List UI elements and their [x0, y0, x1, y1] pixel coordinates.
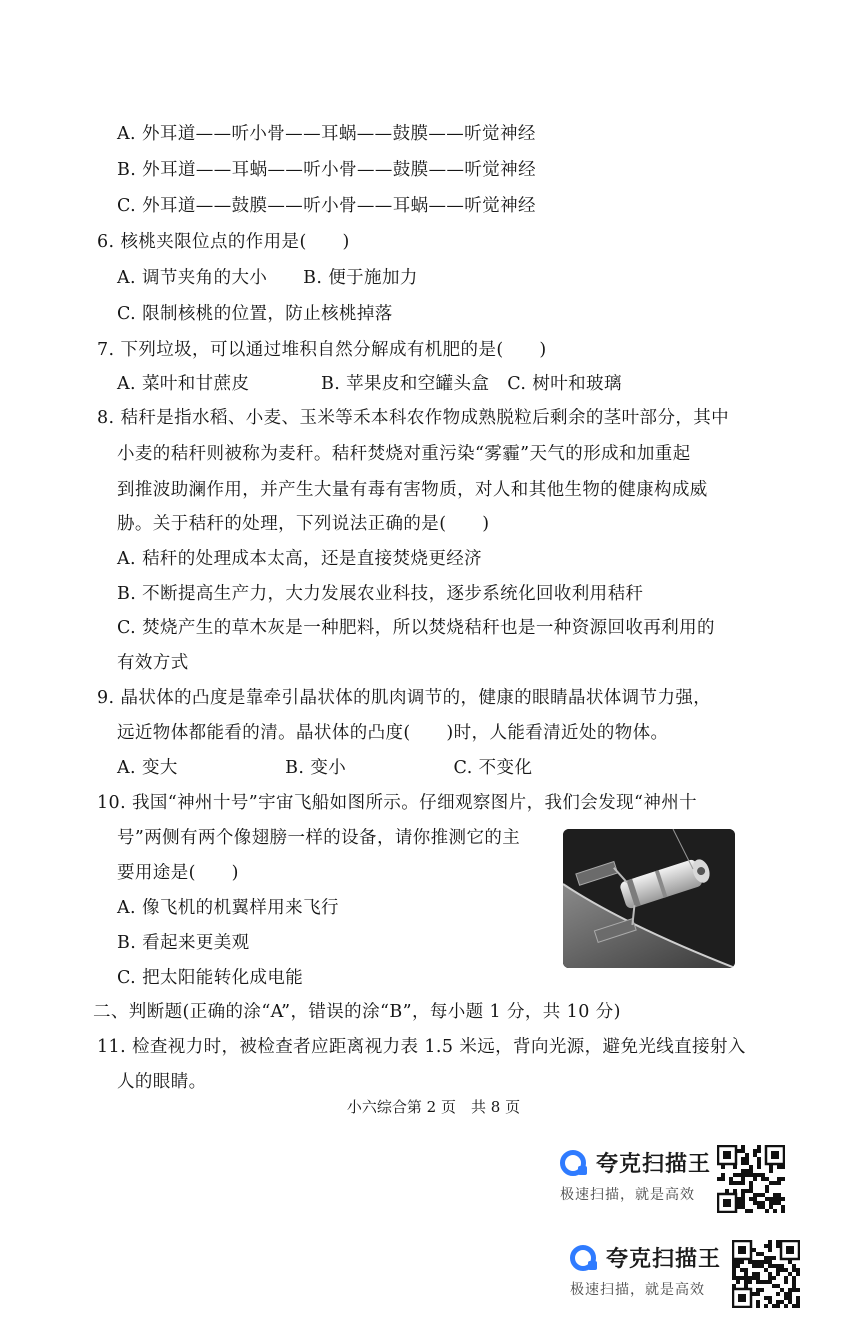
scanner-logo-icon	[560, 1150, 586, 1176]
question-8-line-1: 8. 秸秆是指水稻、小麦、玉米等禾本科农作物成熟脱粒后剩余的茎叶部分，其中	[97, 408, 730, 428]
options-9: A. 变大 B. 变小 C. 不变化	[117, 758, 533, 778]
scanner-tagline: 极速扫描，就是高效	[570, 1282, 705, 1298]
options-6ab: A. 调节夹角的大小 B. 便于施加力	[117, 268, 418, 288]
qr-code-icon	[732, 1240, 800, 1308]
question-10-line-2: 号”两侧有两个像翅膀一样的设备，请你推测它的主	[117, 828, 521, 848]
options-7: A. 菜叶和甘蔗皮 B. 苹果皮和空罐头盒 C. 树叶和玻璃	[117, 374, 622, 394]
page-footer: 小六综合第 2 页 共 8 页	[346, 1098, 521, 1116]
question-7: 7. 下列垃圾，可以通过堆积自然分解成有机肥的是( )	[97, 340, 547, 360]
option-10a: A. 像飞机的机翼样用来飞行	[117, 898, 339, 918]
qr-code-icon	[717, 1145, 785, 1213]
question-10-line-3: 要用途是( )	[117, 863, 239, 883]
option-5c: C. 外耳道——鼓膜——听小骨——耳蜗——听觉神经	[117, 196, 536, 216]
question-8-line-4: 胁。关于秸秆的处理，下列说法正确的是( )	[117, 514, 490, 534]
option-10b: B. 看起来更美观	[117, 933, 250, 953]
option-8c-line-1: C. 焚烧产生的草木灰是一种肥料，所以焚烧秸秆也是一种资源回收再利用的	[117, 618, 715, 638]
option-8b: B. 不断提高生产力，大力发展农业科技，逐步系统化回收利用秸秆	[117, 584, 644, 604]
option-5b: B. 外耳道——耳蜗——听小骨——鼓膜——听觉神经	[117, 160, 536, 180]
scanner-watermark-2	[570, 1242, 721, 1299]
option-10c: C. 把太阳能转化成电能	[117, 968, 304, 988]
question-10-line-1: 10. 我国“神州十号”宇宙飞船如图所示。仔细观察图片，我们会发现“神州十	[97, 793, 698, 813]
scanner-brand: 夸克扫描王	[606, 1247, 722, 1272]
option-5a: A. 外耳道——听小骨——耳蜗——鼓膜——听觉神经	[117, 124, 536, 144]
section-2-heading: 二、判断题(正确的涂“A”，错误的涂“B”，每小题 1 分，共 10 分)	[93, 1002, 621, 1022]
spacecraft-photo	[563, 829, 735, 968]
scanner-brand: 夸克扫描王	[596, 1152, 712, 1177]
question-11-line-2: 人的眼睛。	[117, 1072, 207, 1092]
question-8-line-3: 到推波助澜作用，并产生大量有毒有害物质，对人和其他生物的健康构成威	[117, 480, 708, 500]
option-6c: C. 限制核桃的位置，防止核桃掉落	[117, 304, 393, 324]
option-8a: A. 秸秆的处理成本太高，还是直接焚烧更经济	[117, 549, 483, 569]
question-11-line-1: 11. 检查视力时，被检查者应距离视力表 1.5 米远，背向光源，避免光线直接射入	[97, 1037, 746, 1057]
question-9-line-2: 远近物体都能看的清。晶状体的凸度( )时，人能看清近处的物体。	[117, 723, 669, 743]
option-8c-line-2: 有效方式	[117, 653, 189, 673]
question-8-line-2: 小麦的秸秆则被称为麦秆。秸秆焚烧对重污染“雾霾”天气的形成和加重起	[117, 444, 691, 464]
scanner-watermark-1	[560, 1147, 711, 1204]
question-6: 6. 核桃夹限位点的作用是( )	[97, 232, 350, 252]
spacecraft-illustration	[563, 829, 735, 968]
scanner-tagline: 极速扫描，就是高效	[560, 1187, 695, 1203]
scanner-logo-icon	[570, 1245, 596, 1271]
question-9-line-1: 9. 晶状体的凸度是靠牵引晶状体的肌肉调节的，健康的眼睛晶状体调节力强，	[97, 688, 712, 708]
